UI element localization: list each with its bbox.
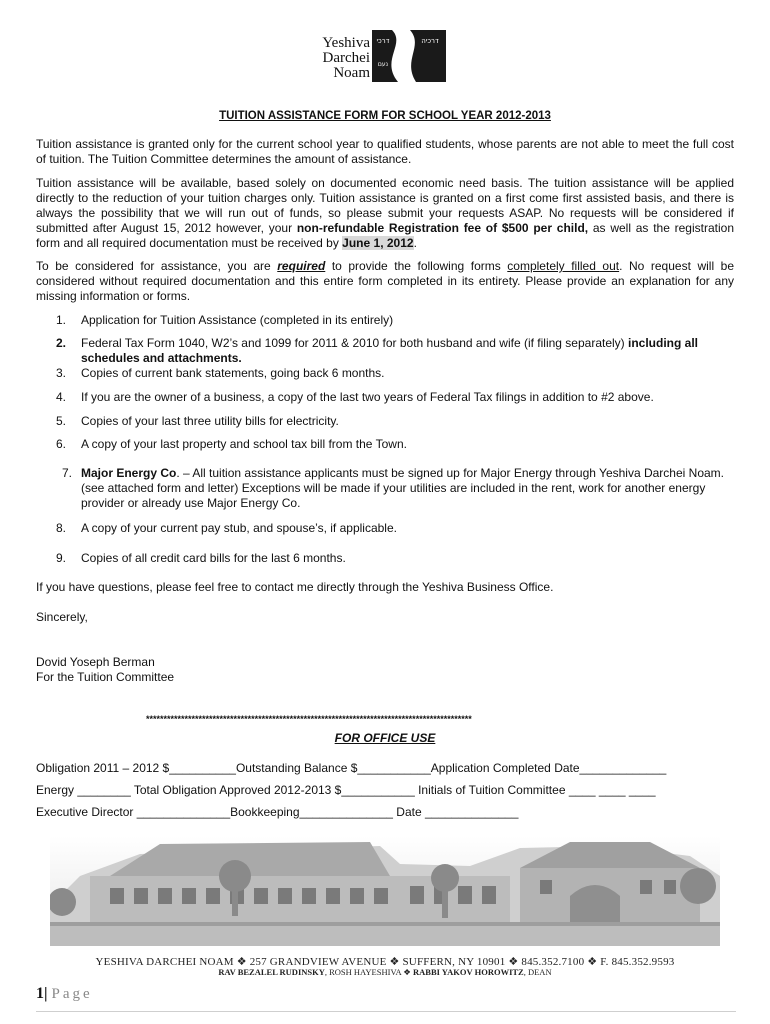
list-text-main: . – All tuition assistance applicants must be signed up for Major Energy through Yeshiva Darchei Noam. (see attached form and letter) Exceptions will be made if your utilities are included in the rent, work for another energy provider or already use Major Energy Co. xyxy=(81,466,724,510)
filled-out-emphasis: completely filled out xyxy=(507,259,620,273)
office-line-energy: Energy ________ Total Obligation Approved 2012-2013 $___________ Initials of Tuition Committee ____ ____ ____ xyxy=(36,783,656,797)
page-separator: | xyxy=(44,985,48,1002)
footer-staff xyxy=(0,967,770,978)
school-logo xyxy=(318,28,448,86)
separator-stars: ********************************************************************************************* xyxy=(146,714,472,724)
intro-paragraph: Tuition assistance is granted only for the current school year to qualified students, whose parents are not able to meet the full cost of tuition. The Tuition Committee determines the amount of assistance. xyxy=(36,137,734,166)
logo-hebrew-bottom: נעם xyxy=(377,61,389,68)
logo-hebrew-right: דרכיה xyxy=(421,37,439,45)
logo-line-1: Yeshiva xyxy=(322,35,370,51)
list-text-bold: including all schedules and attachments. xyxy=(81,336,699,365)
office-use-heading: FOR OFFICE USE xyxy=(334,731,436,745)
list-text: Copies of all credit card bills for the last 6 months. xyxy=(81,551,346,565)
list-text: Copies of current bank statements, going back 6 months. xyxy=(81,366,385,380)
requirements-paragraph xyxy=(36,259,734,304)
school-building-illustration xyxy=(50,836,720,946)
footer-address: YESHIVA DARCHEI NOAM ❖ 257 GRANDVIEW AVENUE ❖ SUFFERN, NY 10901 ❖ 845.352.7100 ❖ F. 845.352.9593 xyxy=(95,956,675,968)
list-text: A copy of your current pay stub, and spouse’s, if applicable. xyxy=(81,521,397,535)
list-number: 4. xyxy=(56,390,67,404)
footer-divider xyxy=(36,1011,736,1012)
logo-emblem-icon xyxy=(372,30,446,82)
list-number: 3. xyxy=(56,366,67,380)
deadline-date: June 1, 2012 xyxy=(342,236,414,250)
list-number: 8. xyxy=(56,521,67,535)
policy-text-c: as well as the registration form and all required documentation must be received by xyxy=(36,221,735,250)
questions-note: If you have questions, please feel free to contact me directly through the Yeshiva Business Office. xyxy=(36,580,554,594)
dean-name: RABBI YAKOV HOROWITZ xyxy=(413,967,524,977)
office-line-obligation: Obligation 2011 – 2012 $__________Outstanding Balance $___________Application Completed Date_____________ xyxy=(36,761,667,775)
logo-line-2: Darchei xyxy=(322,50,370,66)
page-word: Page xyxy=(51,986,93,1002)
major-energy-label: Major Energy Co xyxy=(81,466,177,480)
requirements-text-a: To be considered for assistance, you are xyxy=(36,259,278,273)
page-number xyxy=(36,985,93,1003)
list-number: 5. xyxy=(56,414,67,428)
list-text xyxy=(81,336,741,366)
list-text: A copy of your last property and school tax bill from the Town. xyxy=(81,437,407,451)
requirements-text-e: . No request will be considered without required documentation and this entire form completed in its entirety. Please provide an explanation for any missing information or forms. xyxy=(36,259,734,303)
list-text xyxy=(81,466,741,511)
required-emphasis: required xyxy=(277,259,326,273)
form-title: TUITION ASSISTANCE FORM FOR SCHOOL YEAR 2012-2013 xyxy=(219,110,551,122)
closing: Sincerely, xyxy=(36,610,88,624)
list-text: Application for Tuition Assistance (completed in its entirely) xyxy=(81,313,394,327)
office-line-signoff: Executive Director ______________Bookkeeping______________ Date ______________ xyxy=(36,805,519,819)
registration-fee-note: non-refundable Registration fee of $500 per child, xyxy=(296,221,589,235)
logo-wordmark xyxy=(318,36,370,81)
list-number: 7. xyxy=(62,466,73,480)
dean-title: , DEAN xyxy=(523,967,552,977)
list-number: 9. xyxy=(56,551,67,565)
list-text: If you are the owner of a business, a copy of the last two years of Federal Tax filings in addition to #2 above. xyxy=(81,390,654,404)
rosh-hayeshiva-name: RAV BEZALEL RUDINSKY xyxy=(218,967,325,977)
logo-hebrew-left: דרכי xyxy=(376,37,390,45)
policy-text-a: Tuition assistance will be available, based solely on documented economic need basis. The tuition assistance will be applied directly to the reduction of your tuition charges only. Tuition assistance is granted on a first come first assisted basis, and there is always the possibility that we will run out of funds, so please submit your requests ASAP. No requests will be considered if submitted after August 15, 2012 however, your xyxy=(36,176,734,235)
policy-paragraph xyxy=(36,176,734,251)
list-text: Copies of your last three utility bills for electricity. xyxy=(81,414,339,428)
policy-text-e: . xyxy=(413,236,417,250)
list-text-main: Federal Tax Form 1040, W2’s and 1099 for 2011 & 2010 for both husband and wife (if filing separately) xyxy=(81,336,628,350)
list-number: 1. xyxy=(56,313,67,327)
signer-title: For the Tuition Committee xyxy=(36,670,175,684)
list-number: 2. xyxy=(56,336,67,350)
signer-name: Dovid Yoseph Berman xyxy=(36,655,155,669)
page-number-value: 1 xyxy=(36,985,44,1002)
rosh-hayeshiva-title: , ROSH HAYESHIVA ❖ xyxy=(324,967,414,977)
list-number: 6. xyxy=(56,437,67,451)
logo-line-3: Noam xyxy=(333,65,370,81)
requirements-text-c: to provide the following forms xyxy=(325,259,508,273)
